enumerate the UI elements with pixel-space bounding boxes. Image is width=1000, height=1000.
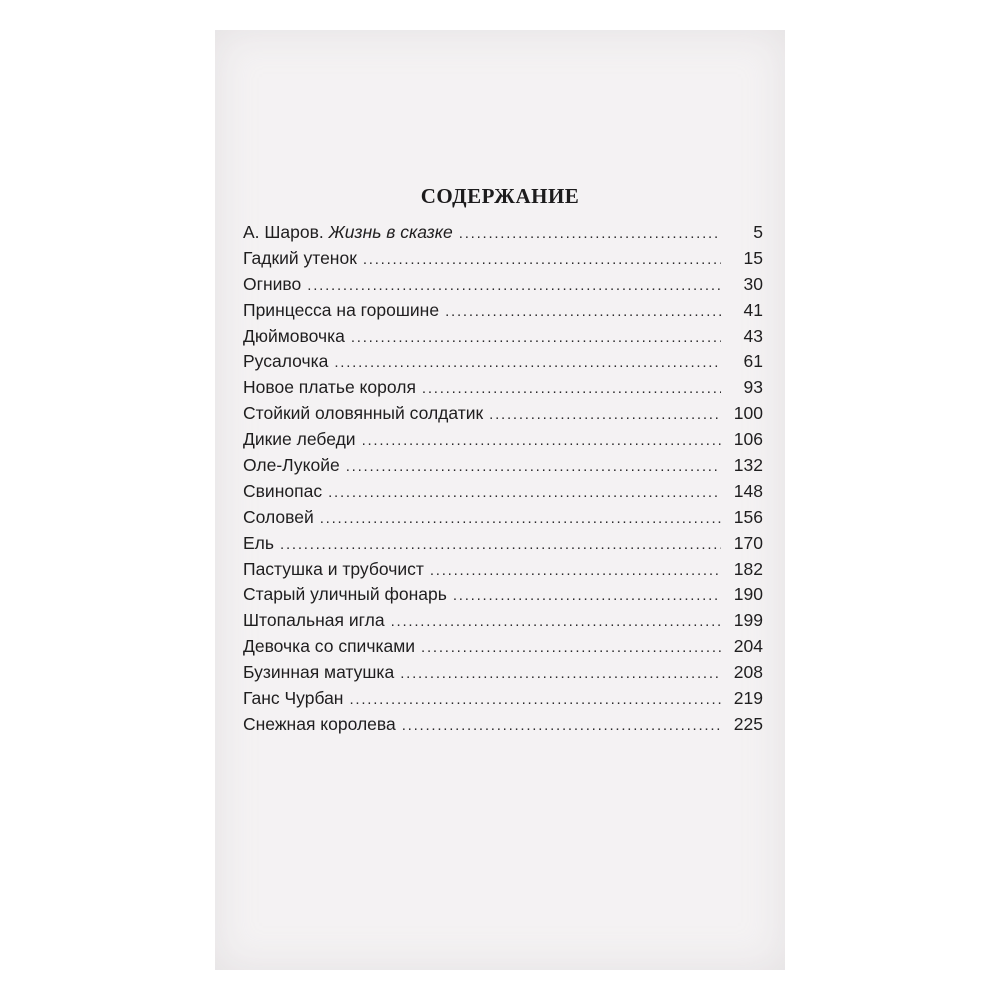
dot-leader <box>280 532 721 558</box>
toc-entry-page: 148 <box>733 480 763 501</box>
dot-leader <box>346 454 721 480</box>
toc-entry-page: 5 <box>753 222 763 242</box>
toc-entry-title: Стойкий оловянный солдатик <box>243 403 484 424</box>
dot-leader <box>422 376 721 402</box>
dot-leader <box>349 687 721 713</box>
toc-entry-page: 170 <box>733 532 763 553</box>
toc-entry <box>243 557 763 583</box>
toc-entry <box>243 686 763 712</box>
toc-entry-page: 182 <box>733 558 763 579</box>
toc-entry <box>243 660 763 686</box>
toc-entry <box>243 453 763 479</box>
toc-entry-title: Снежная королева <box>243 713 396 734</box>
toc-entry-title: Соловей <box>243 506 314 527</box>
toc-entry-title: Штопальная игла <box>243 610 385 631</box>
dot-leader <box>320 506 721 532</box>
dot-leader <box>400 661 721 687</box>
toc-entry-title: Ель <box>243 532 275 553</box>
dot-leader <box>307 273 721 299</box>
toc-entry-title: Дикие лебеди <box>243 429 356 450</box>
toc-entry-title: Новое платье короля <box>243 377 416 398</box>
toc-entry-page: 61 <box>743 351 763 372</box>
toc-entry-page: 132 <box>733 455 763 476</box>
toc-entry-title: Бузинная матушка <box>243 662 395 683</box>
toc-entry <box>243 246 763 272</box>
toc-entry-page: 15 <box>743 247 763 268</box>
toc-entry-page: 43 <box>743 325 763 346</box>
toc-entry-page: 93 <box>743 377 763 398</box>
dot-leader <box>430 558 721 584</box>
toc-entry <box>243 401 763 427</box>
toc-entry <box>243 349 763 375</box>
toc-entry-page: 41 <box>743 299 763 320</box>
toc-entry <box>243 505 763 531</box>
toc-entry <box>243 220 763 246</box>
dot-leader <box>421 635 721 661</box>
toc-entry-title: Ганс Чурбан <box>243 688 344 709</box>
toc-entry <box>243 272 763 298</box>
toc-entry-title <box>243 220 453 246</box>
page-title: СОДЕРЖАНИЕ <box>420 184 580 209</box>
toc-entry <box>243 298 763 324</box>
toc-entry-title: Гадкий утенок <box>243 247 357 268</box>
toc-entry-page: 30 <box>743 273 763 294</box>
toc-entry-page: 208 <box>733 662 763 683</box>
toc-entry-title: Оле-Лукойе <box>243 455 340 476</box>
dot-leader <box>363 247 721 273</box>
toc-entry-work: Жизнь в сказке <box>328 222 453 242</box>
toc-entry-title: Девочка со спичками <box>243 636 416 657</box>
dot-leader <box>362 428 721 454</box>
dot-leader <box>351 325 721 351</box>
table-of-contents <box>243 220 763 738</box>
toc-entry <box>243 375 763 401</box>
dot-leader <box>453 583 721 609</box>
dot-leader <box>402 713 721 739</box>
toc-entry-title: Принцесса на горошине <box>243 299 440 320</box>
toc-entry-title: Старый уличный фонарь <box>243 584 447 605</box>
dot-leader <box>445 299 721 325</box>
toc-entry <box>243 531 763 557</box>
toc-entry-page: 190 <box>733 584 763 605</box>
toc-entry <box>243 582 763 608</box>
toc-entry-title: Огниво <box>243 273 302 294</box>
toc-entry-author: А. Шаров. <box>243 222 329 242</box>
toc-entry-page: 225 <box>733 713 763 734</box>
toc-entry <box>243 324 763 350</box>
dot-leader <box>328 480 721 506</box>
dot-leader <box>459 221 721 247</box>
toc-entry <box>243 479 763 505</box>
dot-leader <box>334 350 721 376</box>
toc-entry-title: Пастушка и трубочист <box>243 558 424 579</box>
dot-leader <box>391 609 721 635</box>
toc-entry-page: 199 <box>733 610 763 631</box>
toc-entry-title: Русалочка <box>243 351 329 372</box>
book-page <box>215 30 785 970</box>
toc-entry-title: Свинопас <box>243 480 323 501</box>
toc-entry-page: 156 <box>733 506 763 527</box>
toc-entry-title: Дюймовочка <box>243 325 345 346</box>
toc-entry-page: 219 <box>733 688 763 709</box>
toc-entry <box>243 712 763 738</box>
toc-entry-page: 106 <box>733 429 763 450</box>
toc-entry <box>243 427 763 453</box>
toc-entry-page: 204 <box>733 636 763 657</box>
toc-entry <box>243 634 763 660</box>
toc-entry <box>243 608 763 634</box>
toc-entry-page: 100 <box>733 403 763 424</box>
dot-leader <box>489 402 721 428</box>
